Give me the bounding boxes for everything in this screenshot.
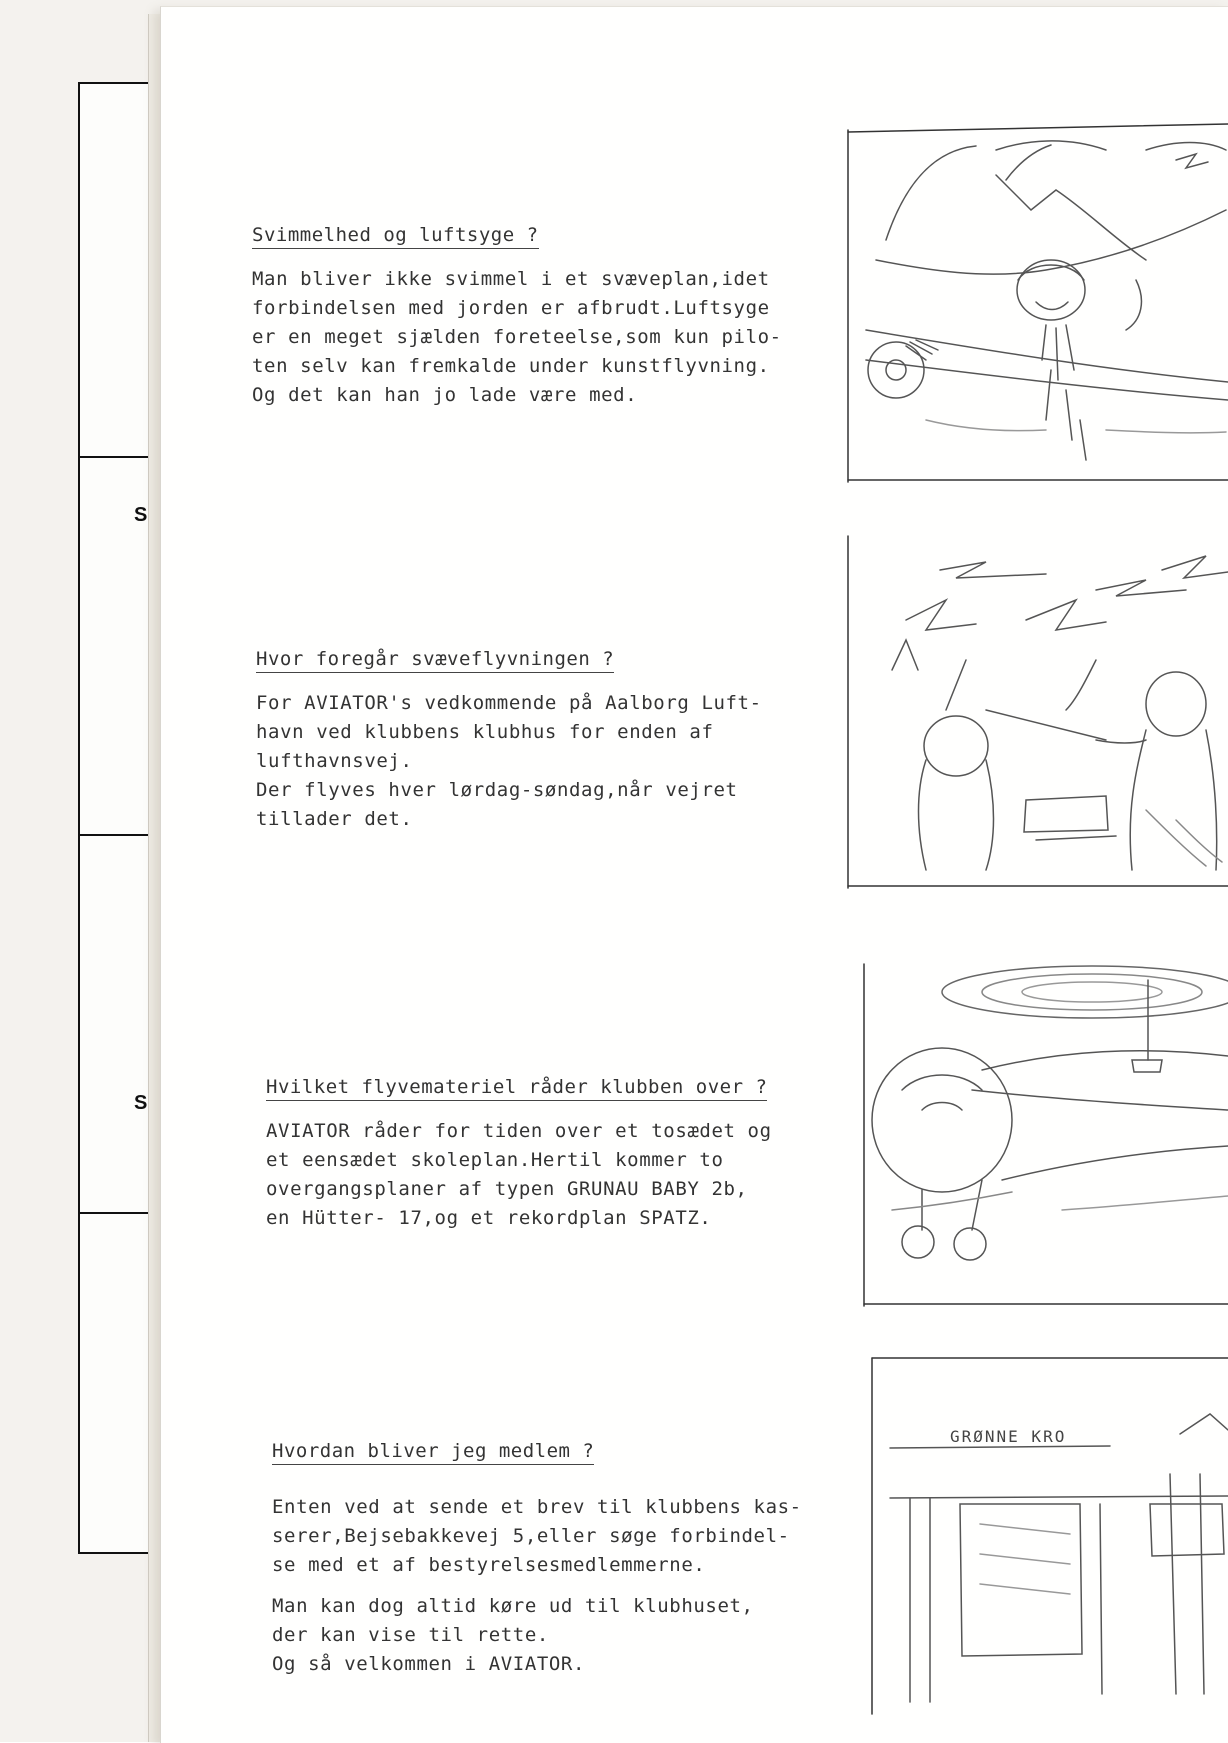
section-dizziness bbox=[252, 224, 782, 410]
illustration-aircraft bbox=[862, 960, 1228, 1308]
answer-line: en Hütter- 17,og et rekordplan SPATZ. bbox=[266, 1207, 712, 1229]
answer-line: For AVIATOR's vedkommende på Aalborg Luft- bbox=[256, 692, 762, 714]
answer-line: forbindelsen med jorden er afbrudt.Luftsyge bbox=[252, 297, 770, 319]
back-sheet-letter: S bbox=[134, 504, 148, 526]
clubhouse-sign: GRØNNE KRO bbox=[950, 1427, 1067, 1446]
illustration-spectators bbox=[846, 530, 1228, 892]
answer-line: overgangsplaner af typen GRUNAU BABY 2b, bbox=[266, 1178, 748, 1200]
illustration-pilot-sick bbox=[846, 120, 1228, 484]
answer-line: ten selv kan fremkalde under kunstflyvning. bbox=[252, 355, 770, 377]
section-equipment bbox=[266, 1076, 772, 1233]
answer-line: tillader det. bbox=[256, 808, 413, 830]
illustration-clubhouse bbox=[870, 1354, 1228, 1742]
question-heading: Hvilket flyvemateriel råder klubben over ? bbox=[266, 1076, 767, 1101]
answer-line: et eensædet skoleplan.Hertil kommer to bbox=[266, 1149, 724, 1171]
answer-line: serer,Bejsebakkevej 5,eller søge forbindel- bbox=[272, 1525, 790, 1547]
answer-line: lufthavnsvej. bbox=[256, 750, 413, 772]
answer-line: er en meget sjælden foreteelse,som kun pilo- bbox=[252, 326, 782, 348]
answer-line: Man kan dog altid køre ud til klubhuset, bbox=[272, 1595, 754, 1617]
answer-line: Enten ved at sende et brev til klubbens kas- bbox=[272, 1496, 802, 1518]
answer-line: AVIATOR råder for tiden over et tosædet og bbox=[266, 1120, 772, 1142]
answer-line: Og det kan han jo lade være med. bbox=[252, 384, 638, 406]
answer-line: der kan vise til rette. bbox=[272, 1624, 549, 1646]
section-membership bbox=[272, 1440, 802, 1679]
answer-line: havn ved klubbens klubhus for enden af bbox=[256, 721, 714, 743]
question-heading: Hvordan bliver jeg medlem ? bbox=[272, 1440, 594, 1465]
answer-line: se med et af bestyrelsesmedlemmerne. bbox=[272, 1554, 706, 1576]
back-sheet-letter: S bbox=[134, 1092, 148, 1114]
question-heading: Hvor foregår svæveflyvningen ? bbox=[256, 648, 614, 673]
answer-line: Og så velkommen i AVIATOR. bbox=[272, 1653, 586, 1675]
section-location bbox=[256, 648, 762, 834]
answer-line: Der flyves hver lørdag-søndag,når vejret bbox=[256, 779, 738, 801]
question-heading: Svimmelhed og luftsyge ? bbox=[252, 224, 539, 249]
answer-line: Man bliver ikke svimmel i et svæveplan,idet bbox=[252, 268, 770, 290]
